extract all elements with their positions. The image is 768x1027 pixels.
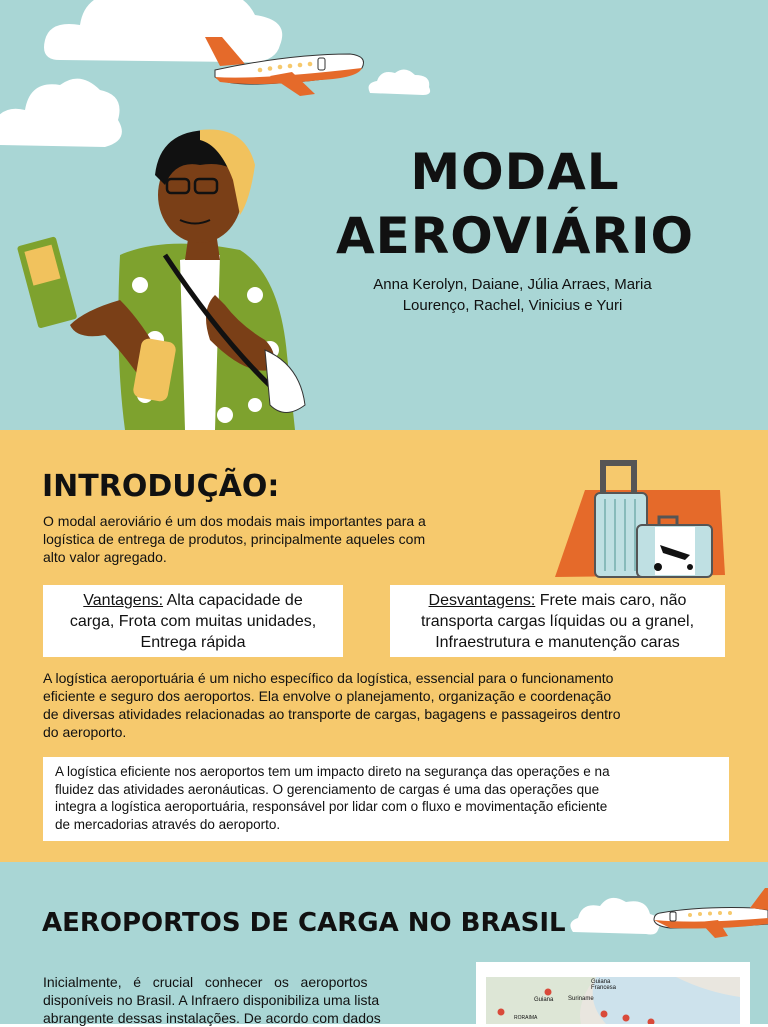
impact-line: integra a logística aeroportuária, responsável por lidar com o fluxo e movimentação eficiente bbox=[55, 799, 608, 814]
intro-line: alto valor agregado. bbox=[43, 549, 167, 565]
title-line-1: MODAL bbox=[410, 143, 620, 201]
impact-line: A logística eficiente nos aeroportos tem um impacto direto na segurança das operações e na bbox=[55, 764, 610, 779]
map-label: RORAIMA bbox=[514, 1015, 538, 1021]
map-label: Suriname bbox=[568, 996, 594, 1002]
disadvantages-line: Frete mais caro, não bbox=[535, 592, 687, 609]
suitcase-illustration bbox=[555, 455, 730, 580]
authors bbox=[335, 274, 690, 316]
logistics-line: do aeroporto. bbox=[43, 724, 127, 740]
page-title bbox=[330, 140, 700, 268]
intro-line: logística de entrega de produtos, principalmente aqueles com bbox=[43, 531, 426, 547]
traveler-illustration bbox=[15, 125, 315, 430]
disadvantages-line: transporta cargas líquidas ou a granel, bbox=[420, 613, 695, 630]
airports-line: disponíveis no Brasil. A Infraero disponibiliza uma lista bbox=[43, 992, 380, 1008]
airports-heading: AEROPORTOS DE CARGA NO BRASIL bbox=[42, 908, 566, 938]
logistics-paragraph bbox=[43, 669, 733, 741]
map-label: Guiana Francesa bbox=[591, 979, 617, 991]
cloud-icon bbox=[365, 65, 435, 97]
title-line-2: AEROVIÁRIO bbox=[335, 207, 695, 265]
logistics-line: de diversas atividades relacionadas ao transporte de cargas, bagagens e passageiros dentro bbox=[43, 706, 621, 722]
advantages-line: carga, Frota com muitas unidades, bbox=[69, 613, 317, 630]
logistics-line: A logística aeroportuária é um nicho específico da logística, essencial para o funcionamento bbox=[43, 670, 614, 686]
impact-text bbox=[43, 757, 729, 833]
impact-line: de mercadorias através do aeroporto. bbox=[55, 816, 281, 832]
logistics-line: eficiente e seguro dos aeroportos. Ela envolve o planejamento, organização e coordenação bbox=[43, 688, 612, 704]
airports-paragraph bbox=[43, 973, 458, 1027]
impact-line: fluidez das atividades aeronáuticas. O gerenciamento de cargas é uma das operações que bbox=[55, 781, 600, 797]
airplane-icon bbox=[650, 888, 768, 938]
advantages-line: Entrega rápida bbox=[140, 634, 246, 651]
airports-line: abrangente dessas instalações. De acordo com dados bbox=[43, 1010, 381, 1026]
disadvantages-line: Infraestrutura e manutenção caras bbox=[435, 634, 680, 651]
map-image bbox=[476, 962, 750, 1024]
disadvantages-text bbox=[390, 585, 725, 653]
intro-line: O modal aeroviário é um dos modais mais importantes para a bbox=[43, 513, 426, 529]
intro-heading: INTRODUÇÃO: bbox=[42, 469, 280, 504]
airports-line: Inicialmente, é crucial conhecer os aeroportos bbox=[43, 974, 368, 990]
map-label: Guiana bbox=[534, 997, 554, 1003]
advantages-line: Alta capacidade de bbox=[163, 592, 303, 609]
advantages-box bbox=[43, 585, 343, 657]
disadvantages-box bbox=[390, 585, 725, 657]
airplane-icon bbox=[200, 32, 370, 97]
disadvantages-label: Desvantagens: bbox=[428, 592, 536, 609]
intro-paragraph bbox=[43, 512, 513, 566]
advantages-label: Vantagens: bbox=[83, 592, 164, 609]
impact-box bbox=[43, 757, 729, 841]
advantages-text bbox=[43, 585, 343, 653]
cloud-icon bbox=[568, 892, 663, 937]
authors-line-1: Anna Kerolyn, Daiane, Júlia Arraes, Maria bbox=[373, 276, 652, 293]
authors-line-2: Lourenço, Rachel, Vinicius e Yuri bbox=[402, 297, 623, 314]
